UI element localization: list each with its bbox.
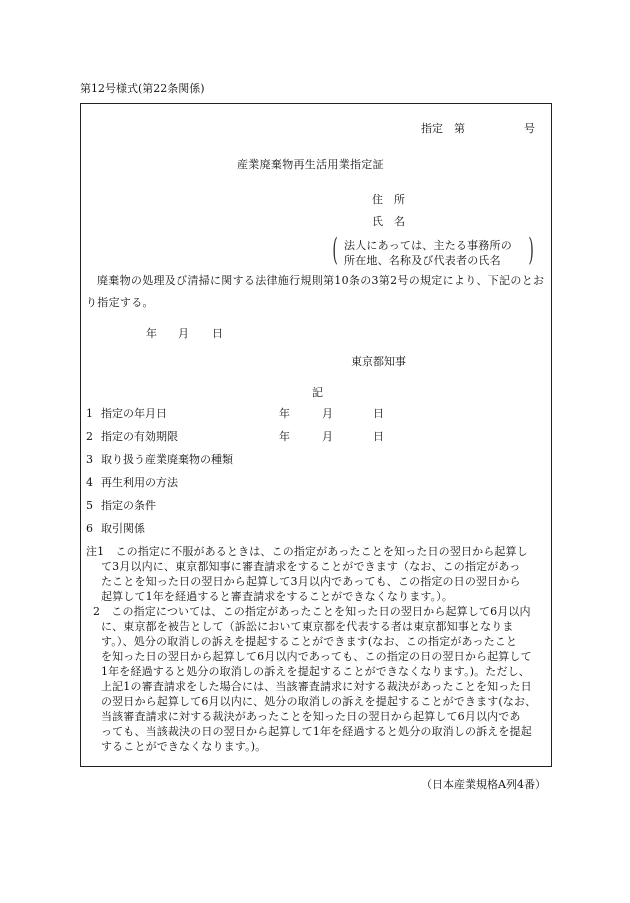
item-day: 日 [373, 430, 384, 443]
note-2-line: を知った日の翌日から起算して6月以内であっても、この指定の日の翌日から起算して [101, 650, 532, 663]
note-2-line: することができなくなります。)。 [101, 740, 267, 753]
corporate-note-line1: 法人にあっては、主たる事務所の [344, 239, 512, 252]
item-year: 年 [279, 407, 290, 420]
item-label: 取引関係 [101, 522, 145, 535]
item-month: 月 [322, 407, 333, 420]
item-number: 2 [86, 430, 93, 443]
note-2-line: 上記1の審査請求をした場合には、当該審査請求に対する裁決があったことを知った日 [101, 680, 532, 693]
note-2-line: す。）、処分の取消しの訴えを提起することができます(なお、この指定があったこと [101, 635, 518, 648]
ki-heading: 記 [312, 386, 323, 399]
date-month: 月 [178, 327, 189, 340]
note-1-line: 起算して1年を経過すると審査請求をすることができなくなります。）。 [101, 590, 454, 603]
designation-suffix: 号 [524, 122, 535, 135]
item-number: 5 [86, 499, 93, 512]
note-1-line: 注1 この指定に不服があるときは、この指定があったことを知った日の翌日から起算し [86, 545, 528, 558]
footer-standard: （日本産業規格A列4番） [421, 778, 546, 791]
certificate-title: 産業廃棄物再生活用業指定証 [237, 158, 384, 171]
date-year: 年 [146, 327, 157, 340]
note-2-line: 2 この指定については、この指定があったことを知った日の翌日から起算して6月以内 [93, 605, 531, 618]
item-label: 指定の有効期限 [101, 430, 178, 443]
note-2-line: っても、当該裁決の日の翌日から起算して1年を経過すると処分の取消しの訴えを提起 [101, 725, 532, 738]
left-paren-icon: ( [332, 232, 338, 268]
note-2-line: 当該審査請求に対する裁決があったことを知った日の翌日から起算して6月以内であ [101, 710, 521, 723]
issuer: 東京都知事 [351, 355, 406, 368]
paragraph-line2: り指定する。 [86, 296, 154, 309]
form-number: 第12号様式(第22条関係) [80, 82, 205, 95]
item-number: 6 [86, 522, 93, 535]
paragraph-line1: 廃棄物の処理及び清掃に関する法律施行規則第10条の3第2号の規定により、下記のとお [97, 274, 545, 287]
designation-label: 指定 第 [421, 122, 465, 135]
item-number: 1 [86, 407, 93, 420]
right-paren-icon: ) [528, 232, 534, 268]
item-label: 再生利用の方法 [101, 476, 178, 489]
corporate-note [332, 232, 534, 268]
item-label: 取り扱う産業廃棄物の種類 [101, 453, 233, 466]
item-number: 3 [86, 453, 93, 466]
corporate-note-line2: 所在地、名称及び代表者の氏名 [344, 254, 501, 267]
note-1-line: て3月以内に、東京都知事に審査請求をすることができます（なお、この指定があっ [101, 560, 521, 573]
date-day: 日 [212, 327, 223, 340]
note-1-line: たことを知った日の翌日から起算して3月以内であっても、この指定の日の翌日から [101, 575, 521, 588]
item-number: 4 [86, 476, 93, 489]
note-2-line: 1年を経過すると処分の取消しの訴えを提起することができなくなります。)。ただし、 [101, 665, 530, 678]
item-month: 月 [322, 430, 333, 443]
item-label: 指定の条件 [101, 499, 156, 512]
name-label: 氏 名 [372, 215, 405, 228]
note-2-line: に、東京都を被告として（訴訟において東京都を代表する者は東京都知事となりま [101, 620, 514, 633]
item-label: 指定の年月日 [101, 407, 167, 420]
item-year: 年 [279, 430, 290, 443]
note-2-line: の翌日から起算して6月以内に、処分の取消しの訴えを提起することができます(なお、 [101, 695, 537, 708]
item-day: 日 [373, 407, 384, 420]
address-label: 住 所 [372, 193, 405, 206]
